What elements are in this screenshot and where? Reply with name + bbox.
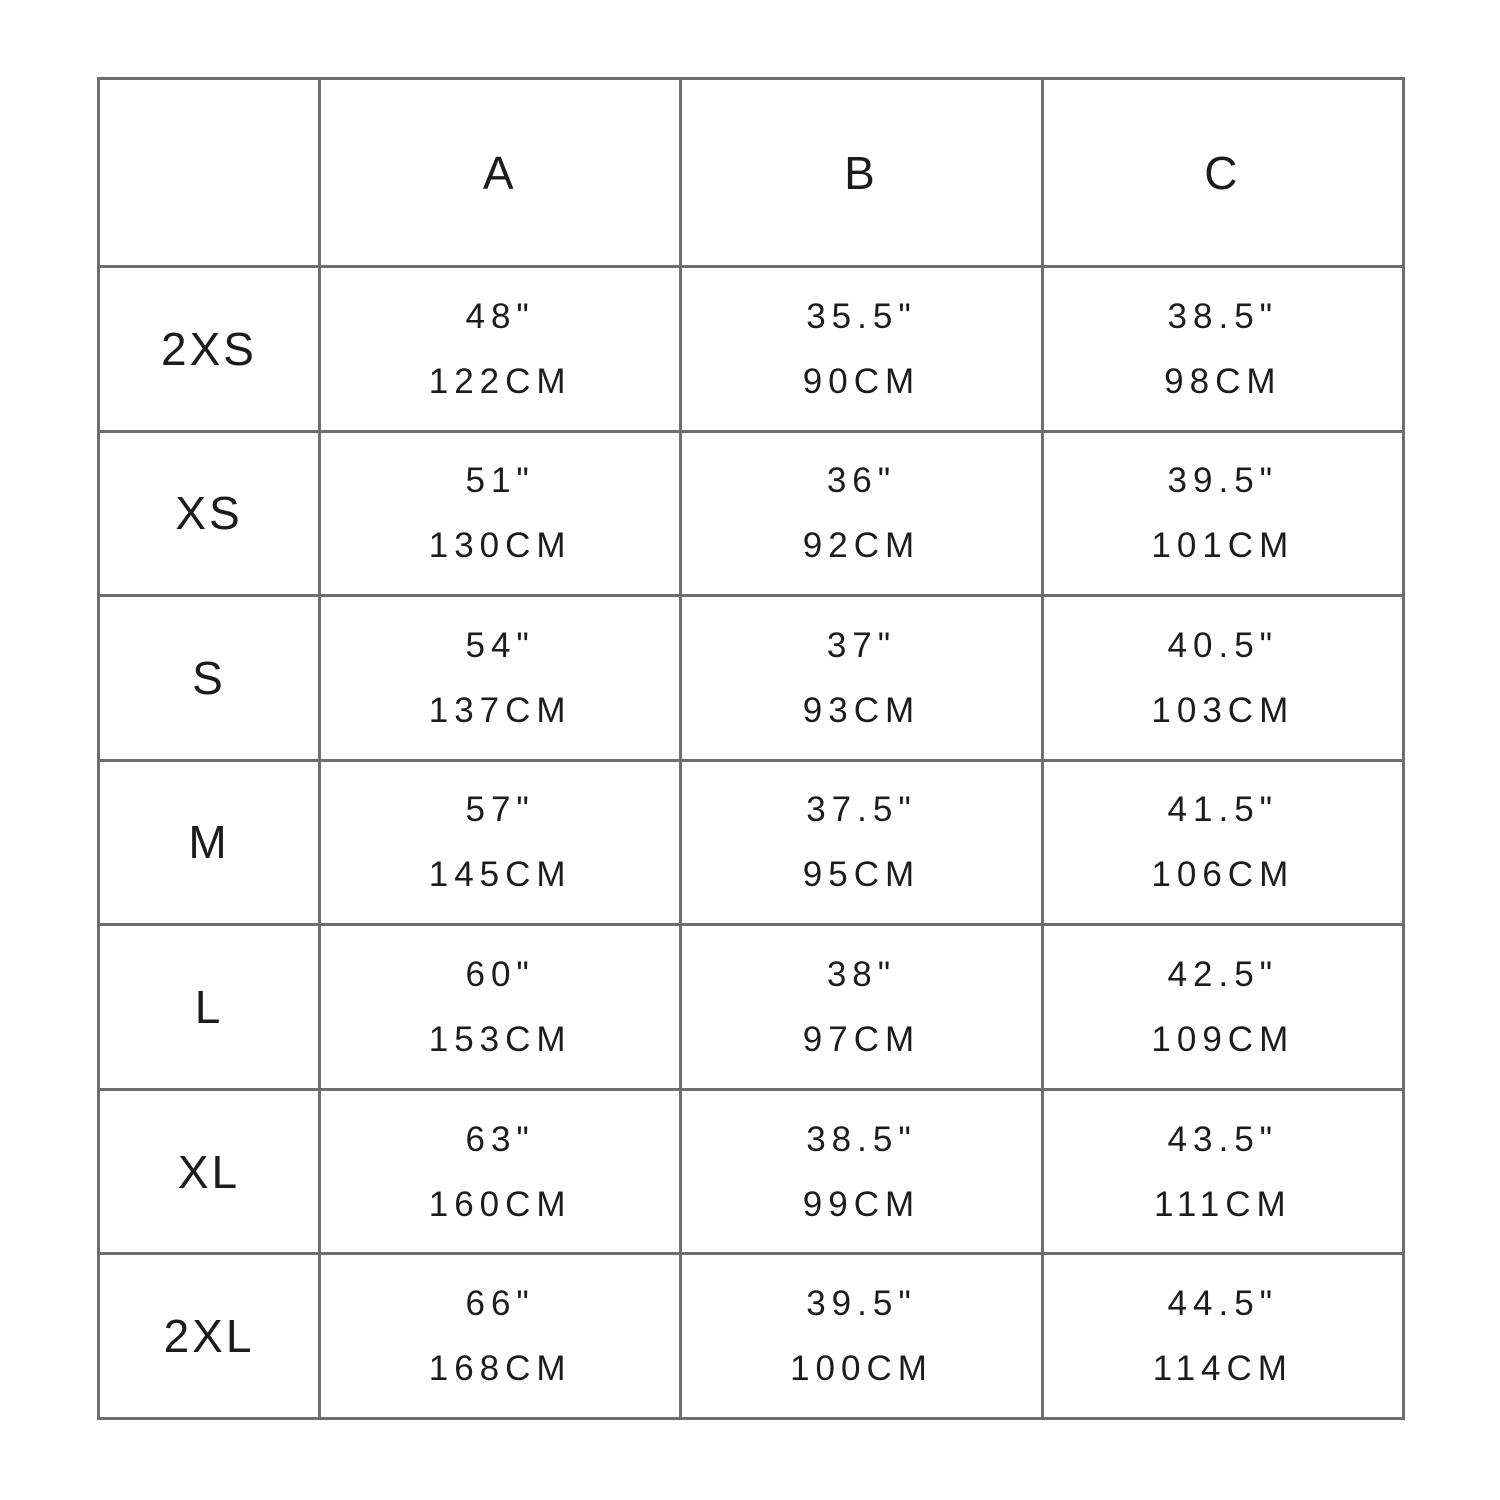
cm-value: 98CM bbox=[1164, 361, 1282, 401]
inches-value: 48" bbox=[465, 296, 535, 336]
measurement-cell bbox=[321, 1255, 679, 1417]
size-chart-table bbox=[97, 77, 1405, 1420]
cm-value: 103CM bbox=[1151, 690, 1295, 730]
measurement-cell bbox=[321, 762, 679, 924]
size-label: L bbox=[100, 926, 318, 1088]
measurement-cell bbox=[682, 1091, 1040, 1253]
size-label: XL bbox=[100, 1091, 318, 1253]
measurement-cell bbox=[321, 268, 679, 430]
measurement-cell bbox=[682, 926, 1040, 1088]
cm-value: 109CM bbox=[1151, 1020, 1295, 1060]
measurement-cell bbox=[321, 433, 679, 595]
size-label: XS bbox=[100, 433, 318, 595]
inches-value: 42.5" bbox=[1167, 955, 1279, 995]
inches-value: 37" bbox=[826, 625, 897, 665]
measurement-cell bbox=[682, 433, 1040, 595]
cm-value: 168CM bbox=[428, 1349, 572, 1389]
inches-value: 57" bbox=[465, 790, 535, 830]
measurement-cell bbox=[682, 762, 1040, 924]
size-label: 2XL bbox=[100, 1255, 318, 1417]
inches-value: 44.5" bbox=[1167, 1284, 1279, 1324]
cm-value: 90CM bbox=[802, 361, 921, 401]
cm-value: 100CM bbox=[790, 1349, 933, 1389]
measurement-cell bbox=[1044, 597, 1402, 759]
inches-value: 43.5" bbox=[1167, 1119, 1279, 1159]
inches-value: 40.5" bbox=[1167, 625, 1279, 665]
measurement-cell bbox=[682, 1255, 1040, 1417]
measurement-cell bbox=[321, 597, 679, 759]
measurement-cell bbox=[1044, 762, 1402, 924]
cm-value: 101CM bbox=[1151, 526, 1295, 566]
size-label: S bbox=[100, 597, 318, 759]
inches-value: 66" bbox=[465, 1284, 535, 1324]
cm-value: 153CM bbox=[428, 1020, 572, 1060]
size-chart-grid bbox=[97, 77, 1405, 1420]
cm-value: 145CM bbox=[428, 855, 572, 895]
inches-value: 60" bbox=[465, 955, 535, 995]
inches-value: 35.5" bbox=[806, 296, 917, 336]
size-label: 2XS bbox=[100, 268, 318, 430]
inches-value: 38" bbox=[826, 955, 897, 995]
cm-value: 95CM bbox=[802, 855, 921, 895]
measurement-cell bbox=[1044, 1091, 1402, 1253]
cm-value: 114CM bbox=[1152, 1349, 1293, 1389]
measurement-cell bbox=[1044, 433, 1402, 595]
cm-value: 92CM bbox=[802, 526, 921, 566]
inches-value: 63" bbox=[465, 1119, 535, 1159]
inches-value: 38.5" bbox=[806, 1119, 917, 1159]
cm-value: 99CM bbox=[802, 1184, 921, 1224]
column-header-a: A bbox=[321, 80, 679, 265]
cm-value: 160CM bbox=[428, 1184, 572, 1224]
measurement-cell bbox=[682, 268, 1040, 430]
measurement-cell bbox=[1044, 268, 1402, 430]
column-header-b: B bbox=[682, 80, 1040, 265]
cm-value: 122CM bbox=[428, 361, 572, 401]
inches-value: 38.5" bbox=[1167, 296, 1279, 336]
size-label: M bbox=[100, 762, 318, 924]
measurement-cell bbox=[321, 1091, 679, 1253]
inches-value: 36" bbox=[826, 461, 897, 501]
inches-value: 51" bbox=[465, 461, 535, 501]
measurement-cell bbox=[321, 926, 679, 1088]
cm-value: 106CM bbox=[1151, 855, 1295, 895]
cm-value: 97CM bbox=[802, 1020, 921, 1060]
inches-value: 37.5" bbox=[806, 790, 917, 830]
inches-value: 39.5" bbox=[1167, 461, 1279, 501]
column-header-c: C bbox=[1044, 80, 1402, 265]
inches-value: 54" bbox=[465, 625, 535, 665]
cm-value: 137CM bbox=[428, 690, 572, 730]
inches-value: 39.5" bbox=[806, 1284, 917, 1324]
measurement-cell bbox=[1044, 926, 1402, 1088]
cm-value: 130CM bbox=[428, 526, 572, 566]
measurement-cell bbox=[1044, 1255, 1402, 1417]
inches-value: 41.5" bbox=[1167, 790, 1279, 830]
cm-value: 111CM bbox=[1154, 1184, 1292, 1224]
measurement-cell bbox=[682, 597, 1040, 759]
corner-cell bbox=[100, 80, 318, 265]
cm-value: 93CM bbox=[802, 690, 921, 730]
